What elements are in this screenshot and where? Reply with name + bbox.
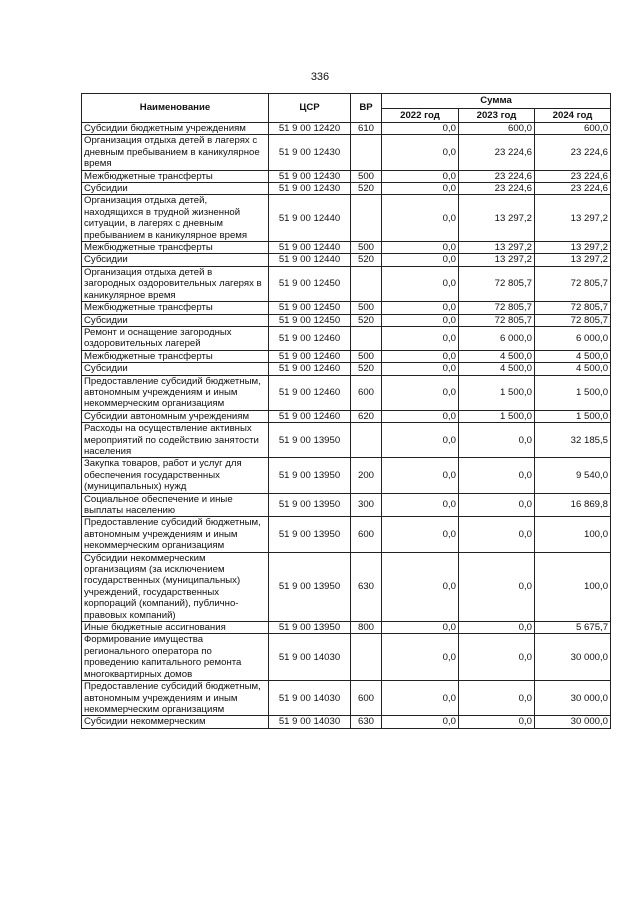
table-row bbox=[82, 123, 611, 135]
budget-table bbox=[81, 93, 611, 729]
cell-sum-2022: 0,0 bbox=[382, 195, 459, 242]
cell-sum-2024: 4 500,0 bbox=[535, 363, 611, 375]
cell-sum-2024: 100,0 bbox=[535, 517, 611, 552]
cell-csr: 51 9 00 12460 bbox=[269, 375, 351, 410]
table-row bbox=[82, 375, 611, 410]
cell-csr: 51 9 00 12440 bbox=[269, 195, 351, 242]
cell-vr: 610 bbox=[351, 123, 382, 135]
cell-sum-2022: 0,0 bbox=[382, 410, 459, 422]
cell-name: Предоставление субсидий бюджетным, автономным учреждениям и иным некоммерческим организациям bbox=[82, 517, 269, 552]
cell-sum-2024: 13 297,2 bbox=[535, 242, 611, 254]
table-row bbox=[82, 266, 611, 301]
cell-vr: 620 bbox=[351, 410, 382, 422]
table-row bbox=[82, 302, 611, 314]
cell-vr: 500 bbox=[351, 350, 382, 362]
cell-name: Организация отдыха детей, находящихся в трудной жизненной ситуации, в лагерях с дневным пребыванием в каникулярное время bbox=[82, 195, 269, 242]
table-row bbox=[82, 493, 611, 517]
cell-vr: 520 bbox=[351, 314, 382, 326]
table-header bbox=[82, 94, 611, 123]
table-row bbox=[82, 423, 611, 458]
cell-csr: 51 9 00 12430 bbox=[269, 170, 351, 182]
cell-sum-2022: 0,0 bbox=[382, 375, 459, 410]
cell-csr: 51 9 00 13950 bbox=[269, 622, 351, 634]
cell-sum-2022: 0,0 bbox=[382, 314, 459, 326]
cell-vr: 520 bbox=[351, 183, 382, 195]
cell-sum-2024: 600,0 bbox=[535, 123, 611, 135]
cell-vr: 600 bbox=[351, 681, 382, 716]
table-row bbox=[82, 363, 611, 375]
cell-sum-2022: 0,0 bbox=[382, 123, 459, 135]
cell-sum-2024: 13 297,2 bbox=[535, 195, 611, 242]
cell-sum-2024: 30 000,0 bbox=[535, 681, 611, 716]
cell-sum-2022: 0,0 bbox=[382, 716, 459, 728]
cell-csr: 51 9 00 12440 bbox=[269, 242, 351, 254]
cell-sum-2024: 100,0 bbox=[535, 552, 611, 621]
cell-name: Межбюджетные трансферты bbox=[82, 170, 269, 182]
cell-name: Организация отдыха детей в загородных оздоровительных лагерях в каникулярное время bbox=[82, 266, 269, 301]
cell-sum-2024: 72 805,7 bbox=[535, 302, 611, 314]
cell-sum-2023: 0,0 bbox=[459, 634, 535, 681]
cell-sum-2024: 32 185,5 bbox=[535, 423, 611, 458]
cell-csr: 51 9 00 12430 bbox=[269, 135, 351, 170]
cell-sum-2022: 0,0 bbox=[382, 254, 459, 266]
cell-sum-2023: 1 500,0 bbox=[459, 410, 535, 422]
table-row bbox=[82, 314, 611, 326]
table-row bbox=[82, 552, 611, 621]
cell-csr: 51 9 00 12460 bbox=[269, 326, 351, 350]
header-sum: Сумма bbox=[382, 94, 611, 109]
cell-sum-2023: 0,0 bbox=[459, 681, 535, 716]
cell-vr: 500 bbox=[351, 170, 382, 182]
cell-name: Субсидии bbox=[82, 363, 269, 375]
cell-sum-2023: 72 805,7 bbox=[459, 266, 535, 301]
table-row bbox=[82, 170, 611, 182]
cell-sum-2022: 0,0 bbox=[382, 183, 459, 195]
header-year-2022: 2022 год bbox=[382, 109, 459, 123]
cell-vr: 200 bbox=[351, 458, 382, 493]
cell-sum-2023: 0,0 bbox=[459, 423, 535, 458]
table-body bbox=[82, 123, 611, 729]
cell-csr: 51 9 00 13950 bbox=[269, 552, 351, 621]
header-csr: ЦСР bbox=[269, 94, 351, 123]
cell-name: Субсидии бюджетным учреждениям bbox=[82, 123, 269, 135]
cell-name: Межбюджетные трансферты bbox=[82, 242, 269, 254]
cell-sum-2023: 6 000,0 bbox=[459, 326, 535, 350]
cell-sum-2022: 0,0 bbox=[382, 493, 459, 517]
cell-sum-2023: 1 500,0 bbox=[459, 375, 535, 410]
cell-sum-2024: 4 500,0 bbox=[535, 350, 611, 362]
cell-sum-2024: 13 297,2 bbox=[535, 254, 611, 266]
cell-vr bbox=[351, 135, 382, 170]
cell-sum-2022: 0,0 bbox=[382, 552, 459, 621]
cell-sum-2023: 0,0 bbox=[459, 716, 535, 728]
cell-csr: 51 9 00 14030 bbox=[269, 716, 351, 728]
cell-name: Ремонт и оснащение загородных оздоровительных лагерей bbox=[82, 326, 269, 350]
cell-sum-2024: 23 224,6 bbox=[535, 170, 611, 182]
table-row bbox=[82, 326, 611, 350]
header-vr: ВР bbox=[351, 94, 382, 123]
cell-vr bbox=[351, 195, 382, 242]
cell-sum-2024: 23 224,6 bbox=[535, 135, 611, 170]
cell-vr: 630 bbox=[351, 716, 382, 728]
cell-csr: 51 9 00 14030 bbox=[269, 634, 351, 681]
cell-vr: 630 bbox=[351, 552, 382, 621]
cell-sum-2023: 23 224,6 bbox=[459, 183, 535, 195]
page-number: 336 bbox=[310, 71, 330, 83]
cell-vr: 300 bbox=[351, 493, 382, 517]
cell-vr: 600 bbox=[351, 517, 382, 552]
cell-csr: 51 9 00 12450 bbox=[269, 266, 351, 301]
header-year-2024: 2024 год bbox=[535, 109, 611, 123]
cell-vr bbox=[351, 423, 382, 458]
cell-sum-2023: 0,0 bbox=[459, 493, 535, 517]
cell-csr: 51 9 00 12460 bbox=[269, 363, 351, 375]
cell-csr: 51 9 00 14030 bbox=[269, 681, 351, 716]
cell-sum-2024: 72 805,7 bbox=[535, 314, 611, 326]
cell-sum-2023: 72 805,7 bbox=[459, 302, 535, 314]
cell-sum-2022: 0,0 bbox=[382, 135, 459, 170]
table-row bbox=[82, 195, 611, 242]
table-row bbox=[82, 517, 611, 552]
cell-vr: 520 bbox=[351, 254, 382, 266]
table-row bbox=[82, 410, 611, 422]
cell-sum-2024: 6 000,0 bbox=[535, 326, 611, 350]
cell-csr: 51 9 00 12450 bbox=[269, 302, 351, 314]
cell-sum-2022: 0,0 bbox=[382, 634, 459, 681]
cell-vr bbox=[351, 266, 382, 301]
cell-sum-2023: 13 297,2 bbox=[459, 195, 535, 242]
cell-sum-2024: 23 224,6 bbox=[535, 183, 611, 195]
cell-sum-2022: 0,0 bbox=[382, 170, 459, 182]
table-row bbox=[82, 254, 611, 266]
cell-sum-2024: 30 000,0 bbox=[535, 716, 611, 728]
cell-vr: 500 bbox=[351, 302, 382, 314]
cell-sum-2024: 16 869,8 bbox=[535, 493, 611, 517]
cell-vr: 520 bbox=[351, 363, 382, 375]
table-row bbox=[82, 716, 611, 728]
cell-sum-2023: 600,0 bbox=[459, 123, 535, 135]
cell-csr: 51 9 00 12460 bbox=[269, 350, 351, 362]
table-row bbox=[82, 458, 611, 493]
cell-csr: 51 9 00 13950 bbox=[269, 458, 351, 493]
cell-name: Закупка товаров, работ и услуг для обеспечения государственных (муниципальных) нужд bbox=[82, 458, 269, 493]
cell-csr: 51 9 00 12440 bbox=[269, 254, 351, 266]
cell-name: Субсидии bbox=[82, 183, 269, 195]
cell-sum-2024: 9 540,0 bbox=[535, 458, 611, 493]
cell-name: Расходы на осуществление активных мероприятий по содействию занятости населения bbox=[82, 423, 269, 458]
cell-sum-2023: 0,0 bbox=[459, 517, 535, 552]
cell-vr: 800 bbox=[351, 622, 382, 634]
cell-name: Организация отдыха детей в лагерях с дневным пребыванием в каникулярное время bbox=[82, 135, 269, 170]
cell-sum-2022: 0,0 bbox=[382, 266, 459, 301]
cell-csr: 51 9 00 12450 bbox=[269, 314, 351, 326]
cell-name: Иные бюджетные ассигнования bbox=[82, 622, 269, 634]
cell-sum-2024: 1 500,0 bbox=[535, 375, 611, 410]
cell-sum-2022: 0,0 bbox=[382, 423, 459, 458]
cell-name: Субсидии автономным учреждениям bbox=[82, 410, 269, 422]
cell-sum-2022: 0,0 bbox=[382, 517, 459, 552]
cell-sum-2023: 0,0 bbox=[459, 622, 535, 634]
cell-sum-2023: 4 500,0 bbox=[459, 350, 535, 362]
cell-name: Предоставление субсидий бюджетным, автономным учреждениям и иным некоммерческим организациям bbox=[82, 375, 269, 410]
cell-sum-2023: 23 224,6 bbox=[459, 135, 535, 170]
cell-csr: 51 9 00 13950 bbox=[269, 493, 351, 517]
cell-sum-2022: 0,0 bbox=[382, 681, 459, 716]
table-row bbox=[82, 681, 611, 716]
cell-sum-2024: 72 805,7 bbox=[535, 266, 611, 301]
table-row bbox=[82, 634, 611, 681]
table-row bbox=[82, 622, 611, 634]
table-row bbox=[82, 183, 611, 195]
cell-name: Межбюджетные трансферты bbox=[82, 302, 269, 314]
table-row bbox=[82, 242, 611, 254]
cell-sum-2023: 72 805,7 bbox=[459, 314, 535, 326]
cell-sum-2022: 0,0 bbox=[382, 326, 459, 350]
table-row bbox=[82, 135, 611, 170]
cell-csr: 51 9 00 13950 bbox=[269, 423, 351, 458]
cell-vr bbox=[351, 326, 382, 350]
cell-sum-2022: 0,0 bbox=[382, 458, 459, 493]
cell-vr: 500 bbox=[351, 242, 382, 254]
cell-sum-2022: 0,0 bbox=[382, 302, 459, 314]
cell-name: Предоставление субсидий бюджетным, автономным учреждениям и иным некоммерческим организациям bbox=[82, 681, 269, 716]
cell-sum-2024: 1 500,0 bbox=[535, 410, 611, 422]
cell-vr: 600 bbox=[351, 375, 382, 410]
cell-sum-2023: 0,0 bbox=[459, 552, 535, 621]
cell-csr: 51 9 00 12420 bbox=[269, 123, 351, 135]
cell-sum-2022: 0,0 bbox=[382, 242, 459, 254]
cell-csr: 51 9 00 13950 bbox=[269, 517, 351, 552]
cell-vr bbox=[351, 634, 382, 681]
cell-sum-2023: 23 224,6 bbox=[459, 170, 535, 182]
cell-sum-2022: 0,0 bbox=[382, 350, 459, 362]
header-year-2023: 2023 год bbox=[459, 109, 535, 123]
cell-name: Субсидии bbox=[82, 314, 269, 326]
cell-name: Субсидии некоммерческим организациям (за исключением государственных (муниципальных) учреждений, государственных корпораций (компаний), публично-правовых компаний) bbox=[82, 552, 269, 621]
cell-name: Субсидии bbox=[82, 254, 269, 266]
cell-name: Социальное обеспечение и иные выплаты населению bbox=[82, 493, 269, 517]
table-row bbox=[82, 350, 611, 362]
cell-csr: 51 9 00 12430 bbox=[269, 183, 351, 195]
cell-sum-2023: 0,0 bbox=[459, 458, 535, 493]
cell-sum-2023: 13 297,2 bbox=[459, 242, 535, 254]
header-name: Наименование bbox=[82, 94, 269, 123]
cell-sum-2024: 5 675,7 bbox=[535, 622, 611, 634]
cell-name: Межбюджетные трансферты bbox=[82, 350, 269, 362]
cell-csr: 51 9 00 12460 bbox=[269, 410, 351, 422]
cell-sum-2022: 0,0 bbox=[382, 622, 459, 634]
cell-sum-2023: 4 500,0 bbox=[459, 363, 535, 375]
cell-sum-2024: 30 000,0 bbox=[535, 634, 611, 681]
cell-sum-2023: 13 297,2 bbox=[459, 254, 535, 266]
cell-name: Формирование имущества регионального оператора по проведению капитального ремонта многоквартирных домов bbox=[82, 634, 269, 681]
cell-sum-2022: 0,0 bbox=[382, 363, 459, 375]
cell-name: Субсидии некоммерческим bbox=[82, 716, 269, 728]
